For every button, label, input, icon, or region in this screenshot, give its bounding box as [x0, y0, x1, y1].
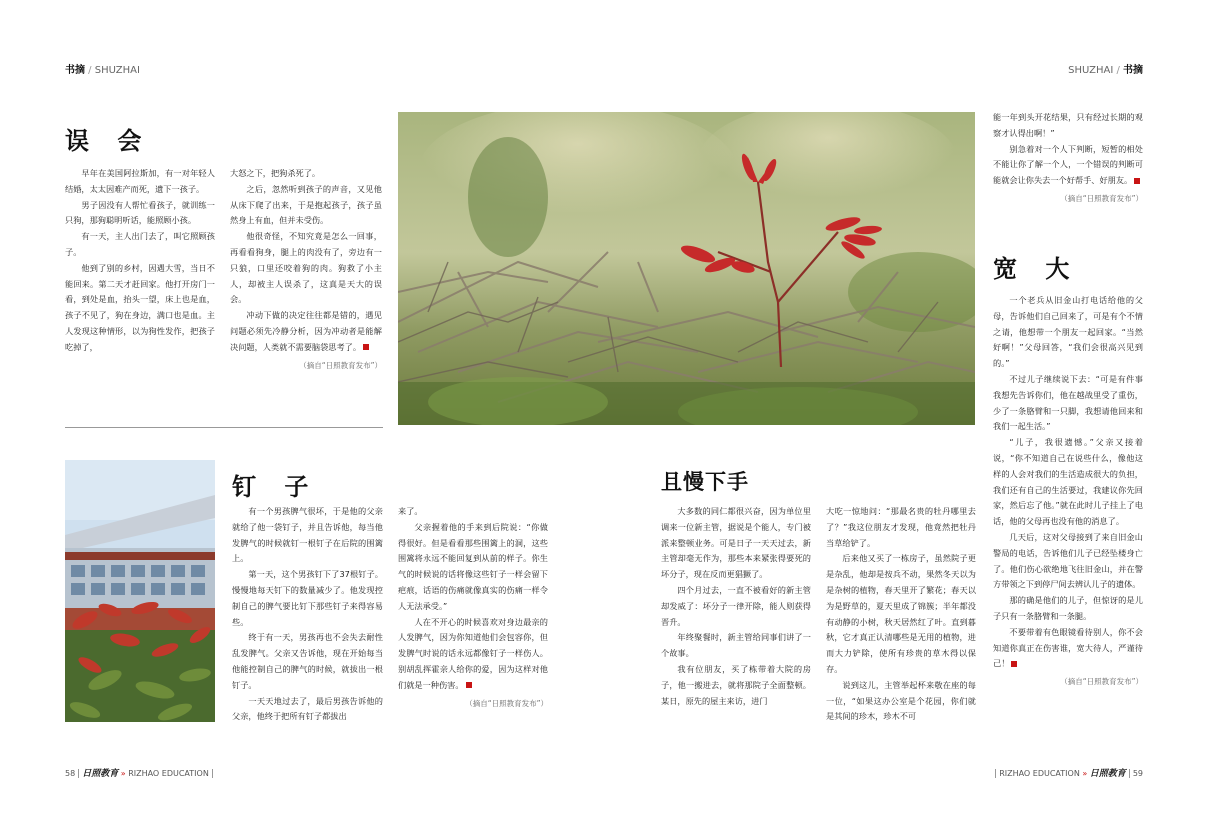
left-header-brand: 书摘 [65, 65, 85, 76]
article4-column [993, 293, 1143, 690]
article3-column-2 [826, 504, 976, 725]
article2-column-2 [398, 504, 548, 711]
article1-paragraph: 有一天，主人出门去了，叫它照顾孩子。 [65, 231, 215, 257]
left-footer-en: RIZHAO EDUCATION [128, 769, 209, 778]
right-header: SHUZHAI / 书摘 [1068, 65, 1143, 76]
article3-paragraph: 年终聚餐时，新主管给同事们讲了一个故事。 [661, 632, 811, 659]
article2-paragraph: 人在不开心的时候喜欢对身边最亲的人发脾气，因为你知道他们会包容你，但发脾气时说的话永远都像钉子一样伤人。别胡乱挥霍亲人给你的爱，因为这样对他们就是一种伤害。 [398, 616, 548, 690]
article1-column-1 [65, 166, 215, 356]
building-photo [65, 460, 215, 722]
article2-paragraph: 来了。 [398, 506, 423, 516]
article4-paragraph: 不要带着有色眼镜看待别人，你不会知道你真正在伤害谁，宽大待人，严谨待己！ [993, 626, 1143, 669]
article2-column-1 [232, 504, 383, 725]
right-footer-en: RIZHAO EDUCATION [999, 769, 1080, 778]
article1-column-2 [230, 166, 382, 373]
right-footer-brand: 日照教育 [1089, 769, 1126, 779]
right-page-number: 59 [1132, 769, 1143, 778]
article2-title: 钉 子 [232, 473, 319, 501]
article3-paragraph: 四个月过去，一直不被看好的新主管却发威了：坏分子一律开除，能人则获得晋升。 [661, 584, 811, 627]
article2-paragraph: 终于有一天，男孩再也不会失去耐性乱发脾气。父亲又告诉他，现在开始每当他能控制自己的脾气的时候，就拔出一根钉子。 [232, 632, 383, 690]
left-page-number: 58 [65, 769, 76, 778]
article1-paragraph: 冲动下做的决定往往都是错的，遇见问题必须先冷静分析，因为冲动者是能解决问题，人类就不需要脑袋思考了。 [230, 310, 382, 352]
article4-source: （摘自“日照教育发布”） [1060, 677, 1143, 687]
main-photo [398, 112, 975, 425]
end-mark [1134, 178, 1140, 184]
article2-source: （摘自“日照教育发布”） [465, 698, 548, 708]
left-header-en: SHUZHAI [94, 65, 140, 76]
article2-paragraph: 第一天，这个男孩钉下了37根钉子。慢慢地每天钉下的数量减少了。他发现控制自己的脾气要比钉下那些钉子来得容易些。 [232, 569, 383, 627]
article1-title: 误 会 [65, 127, 152, 155]
article1-paragraph: 大怒之下，把狗杀死了。 [230, 168, 321, 178]
end-mark [363, 344, 369, 350]
article3-paragraph: 能一年到头开花结果，只有经过长期的观察才认得出啊！” [993, 112, 1143, 138]
right-header-brand: 书摘 [1123, 65, 1143, 76]
article3-column-1 [661, 504, 811, 709]
article3-paragraph: 别急着对一个人下判断，短暂的相处不能让你了解一个人，一个错误的判断可能就会让你失去一个好帮手、好朋友。 [993, 143, 1143, 186]
right-footer: RIZHAO EDUCATION » 日照教育 59 [992, 766, 1143, 779]
right-header-en: SHUZHAI [1068, 65, 1114, 76]
article2-paragraph: 父亲握着他的手来到后院说：“你做得很好。但是看看那些围篱上的洞，这些围篱将永远不能回复到从前的样子。你生气的时候说的话将像这些钉子一样会留下疤痕，话语的伤痛就像真实的伤痛一样令人无法承受。” [398, 521, 548, 611]
article3-paragraph: 后来他又买了一栋房子，虽然院子更是杂乱，他却是按兵不动，果然冬天以为是杂树的植物，春天里开了繁花；春天以为是野草的，夏天里成了锦簇；半年都没有动静的小树，秋天居然红了叶。直到暮秋，它才真正认清哪些是无用的植物，进而大力铲除，使所有珍贵的草木得以保存。 [826, 553, 976, 674]
article3-source: （摘自“日照教育发布”） [1060, 193, 1143, 203]
end-mark [466, 682, 472, 688]
article3-column-3 [993, 110, 1143, 207]
left-footer-brand: 日照教育 [82, 769, 119, 779]
article3-paragraph: 我有位朋友，买了栋带着大院的房子，他一搬进去，就将那院子全面整顿。某日，原先的屋主来访，进门 [661, 663, 811, 706]
article4-paragraph: “儿子，我很遗憾。”父亲又接着说，“你不知道自己在说些什么，像他这样的人会对我们的生活造成很大的负担，我们还有自己的生活要过，我建议你先回家，然后忘了他。”就在此时儿子挂上了电话，他的父母再也没有他的消息了。 [993, 437, 1143, 527]
article4-paragraph: 一个老兵从旧金山打电话给他的父母，告诉他们自己回来了，可是有个不情之请，他想带一个朋友一起回家。“当然好啊！”父母回答，“我们会很高兴见到的。” [993, 295, 1143, 369]
article1-paragraph: 他很奇怪，不知究竟是怎么一回事，再看看狗身，腿上的肉没有了，旁边有一只狼，口里还咬着狗的肉。狗救了小主人，却被主人误杀了，这真是天大的误会。 [230, 231, 382, 305]
left-footer: 58 日照教育 » RIZHAO EDUCATION [65, 766, 216, 779]
article1-paragraph: 之后，忽然听到孩子的声音，又见他从床下爬了出来，于是抱起孩子，孩子虽然身上有血，但并未受伤。 [230, 183, 382, 226]
article4-paragraph: 那的确是他们的儿子，但惊讶的是儿子只有一条胳臂和一条腿。 [993, 595, 1143, 621]
article2-paragraph: 一天天地过去了，最后男孩告诉他的父亲，他终于把所有钉子都拔出 [232, 695, 383, 722]
article1-source: （摘自“日照教育发布”） [299, 360, 382, 370]
article1-paragraph: 早年在美国阿拉斯加，有一对年轻人结婚，太太因难产而死，遗下一孩子。 [65, 168, 215, 194]
article3-paragraph: 大吃一惊地问：“那最名贵的牡丹哪里去了？”我这位朋友才发现，他竟然把牡丹当草给铲了。 [826, 506, 976, 548]
article3-paragraph: 大多数的同仁都很兴奋，因为单位里调来一位新主管，据说是个能人，专门被派来整顿业务。可是日子一天天过去，新主管却毫无作为，那些本来紧张得要死的坏分子，现在反而更猖獗了。 [661, 506, 811, 580]
article1-paragraph: 他到了别的乡村，因遇大雪，当日不能回来。第二天才赶回家。他打开房门一看，到处是血，抬头一望，床上也是血，孩子不见了，狗在身边，满口也是血。主人发现这种情形，以为狗性发作，把孩子吃掉了， [65, 262, 215, 352]
left-header: 书摘 / SHUZHAI [65, 65, 140, 76]
article4-title: 宽 大 [993, 255, 1080, 283]
article3-paragraph: 说到这儿，主管举起杯来敬在座的每一位，“如果这办公室是个花园，你们就是其间的珍木，珍木不可 [826, 679, 976, 722]
article3-title: 且慢下手 [661, 470, 749, 494]
article4-paragraph: 不过儿子继续说下去：“可是有件事我想先告诉你们，他在越战里受了重伤，少了一条胳臂和一只脚，我想请他回来和我们一起生活。” [993, 373, 1143, 432]
article1-paragraph: 男子因没有人帮忙看孩子，就训练一只狗，那狗聪明听话，能照顾小孩。 [65, 199, 215, 226]
article4-paragraph: 几天后，这对父母接到了来自旧金山警局的电话，告诉他们儿子已经坠楼身亡了。他们伤心欲绝地飞往旧金山，并在警方带领之下到停尸间去辨认儿子的遗体。 [993, 531, 1143, 590]
article2-paragraph: 有一个男孩脾气很坏，于是他的父亲就给了他一袋钉子，并且告诉他，每当他发脾气的时候就钉一根钉子在后院的围篱上。 [232, 506, 383, 564]
end-mark [1011, 661, 1017, 667]
section-divider [65, 427, 383, 428]
